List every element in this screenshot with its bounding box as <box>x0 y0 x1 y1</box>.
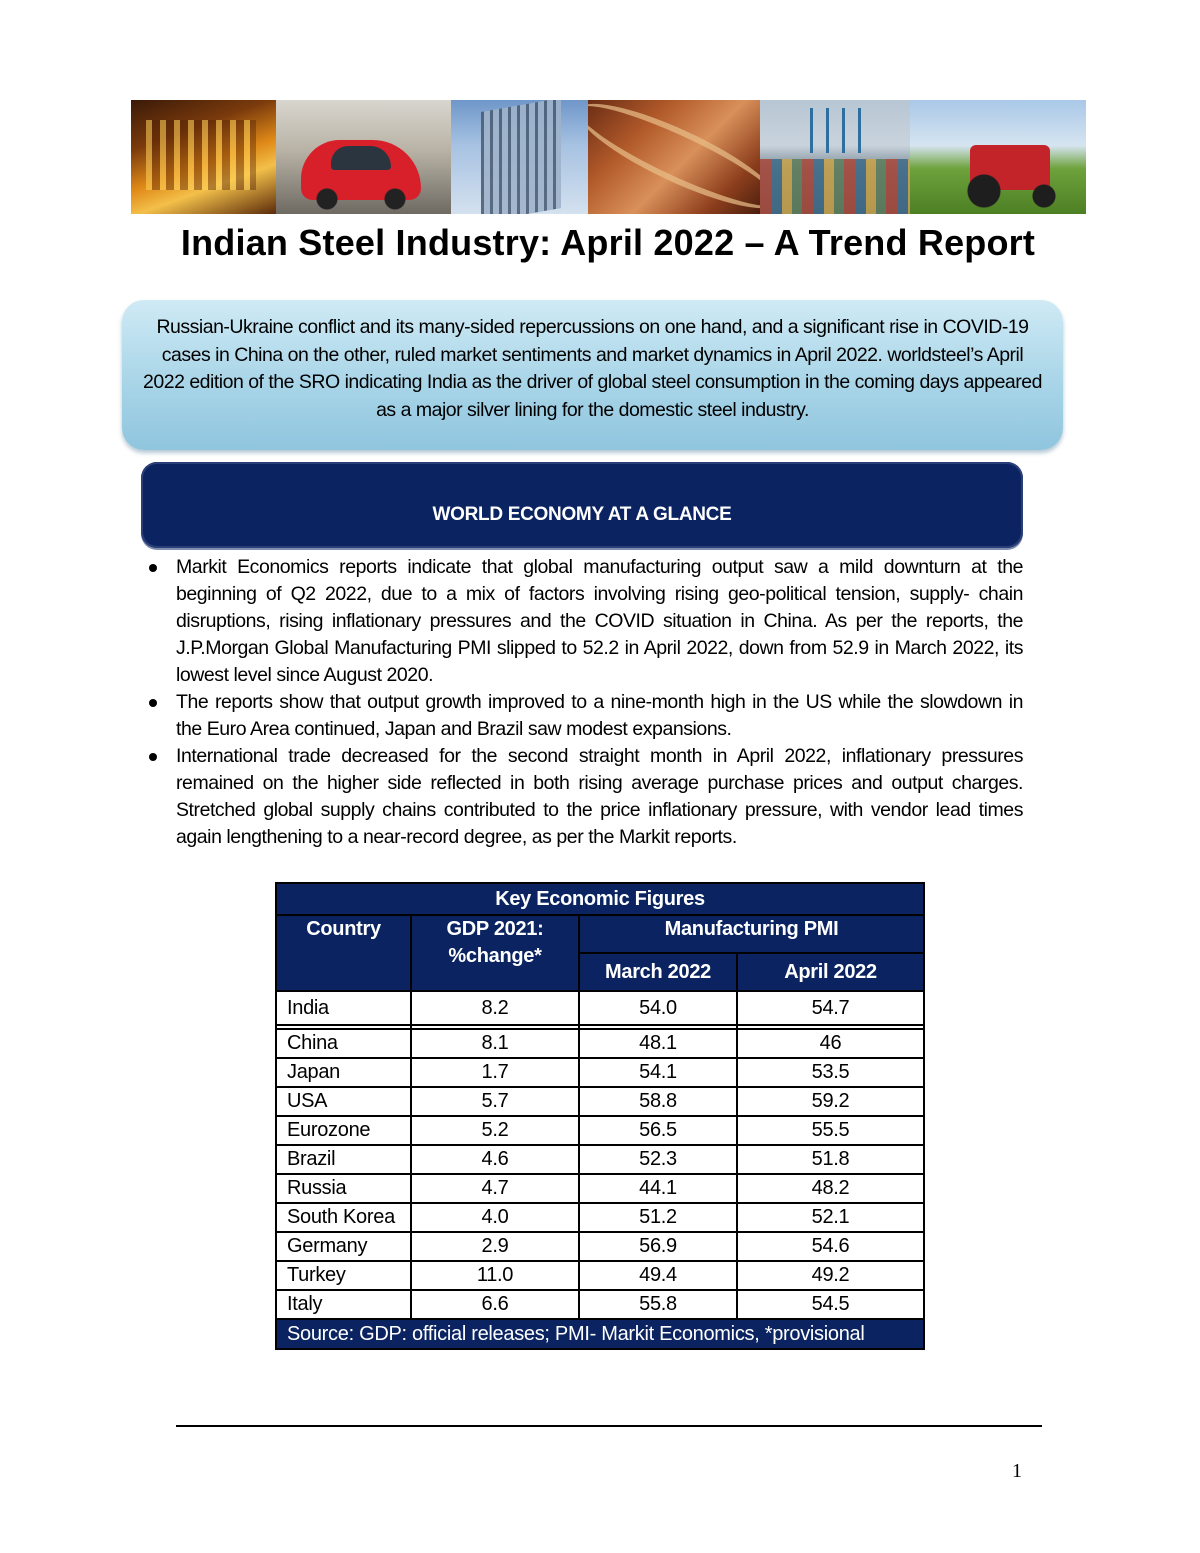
cell-april: 52.1 <box>737 1203 924 1232</box>
cell-gdp: 4.7 <box>411 1174 579 1203</box>
col-header-country: Country <box>276 915 411 991</box>
section-heading-box <box>141 462 1023 548</box>
cell-country: Russia <box>276 1174 411 1203</box>
col-header-march: March 2022 <box>579 953 737 991</box>
cell-march: 48.1 <box>579 1029 737 1058</box>
cell-gdp: 4.6 <box>411 1145 579 1174</box>
cell-april: 59.2 <box>737 1087 924 1116</box>
cell-march: 54.0 <box>579 991 737 1025</box>
cell-country: Brazil <box>276 1145 411 1174</box>
table-source-row <box>276 1319 924 1349</box>
col-header-april: April 2022 <box>737 953 924 991</box>
table-row <box>276 1058 924 1087</box>
cell-country: Turkey <box>276 1261 411 1290</box>
building-photo <box>451 100 588 214</box>
col-header-gdp: GDP 2021: %change* <box>411 915 579 991</box>
cell-march: 56.9 <box>579 1232 737 1261</box>
bullet-list <box>176 554 1023 851</box>
cell-country: Japan <box>276 1058 411 1087</box>
cell-march: 44.1 <box>579 1174 737 1203</box>
cell-gdp: 11.0 <box>411 1261 579 1290</box>
cell-april: 55.5 <box>737 1116 924 1145</box>
header-photo-banner <box>131 100 1086 214</box>
intro-box <box>122 300 1063 450</box>
col-header-pmi: Manufacturing PMI <box>579 915 924 953</box>
cell-gdp: 1.7 <box>411 1058 579 1087</box>
cell-march: 55.8 <box>579 1290 737 1319</box>
cell-gdp: 5.7 <box>411 1087 579 1116</box>
table-row <box>276 1029 924 1058</box>
mine-photo <box>588 100 760 214</box>
cell-march: 52.3 <box>579 1145 737 1174</box>
section-heading: WORLD ECONOMY AT A GLANCE <box>432 504 732 525</box>
cell-gdp: 8.1 <box>411 1029 579 1058</box>
cell-march: 49.4 <box>579 1261 737 1290</box>
report-title: Indian Steel Industry: April 2022 – A Trend Report <box>180 222 1036 263</box>
cell-country: Italy <box>276 1290 411 1319</box>
port-photo <box>760 100 910 214</box>
table-row <box>276 1174 924 1203</box>
cell-april: 48.2 <box>737 1174 924 1203</box>
cell-country: South Korea <box>276 1203 411 1232</box>
cell-gdp: 4.0 <box>411 1203 579 1232</box>
cell-country: China <box>276 1029 411 1058</box>
table-row <box>276 991 924 1025</box>
car-photo <box>276 100 451 214</box>
cell-gdp: 8.2 <box>411 991 579 1025</box>
steel-mill-photo <box>131 100 276 214</box>
cell-march: 58.8 <box>579 1087 737 1116</box>
bullet-icon <box>149 753 157 761</box>
cell-country: India <box>276 991 411 1025</box>
cell-gdp: 6.6 <box>411 1290 579 1319</box>
cell-march: 51.2 <box>579 1203 737 1232</box>
tractor-photo <box>910 100 1086 214</box>
bullet-icon <box>149 564 157 572</box>
intro-text: Russian-Ukraine conflict and its many-sided repercussions on one hand, and a significant rise in COVID-19 cases in China on the other, ruled market sentiments and market dynamics in April 2022. worldsteel’s April 2022 edition of the SRO indicating India as the driver of global steel consumption in the coming days appeared as a major silver lining for the domestic steel industry. <box>143 316 1042 421</box>
cell-march: 54.1 <box>579 1058 737 1087</box>
cell-april: 54.5 <box>737 1290 924 1319</box>
cell-april: 54.7 <box>737 991 924 1025</box>
page-number: 1 <box>1012 1460 1022 1482</box>
cell-april: 54.6 <box>737 1232 924 1261</box>
cell-april: 49.2 <box>737 1261 924 1290</box>
table-row <box>276 1261 924 1290</box>
cell-march: 56.5 <box>579 1116 737 1145</box>
table-row <box>276 1145 924 1174</box>
key-economic-figures-table <box>275 882 925 1350</box>
table-row <box>276 1203 924 1232</box>
cell-april: 46 <box>737 1029 924 1058</box>
cell-gdp: 5.2 <box>411 1116 579 1145</box>
table-title: Key Economic Figures <box>276 883 924 915</box>
cell-country: Germany <box>276 1232 411 1261</box>
table-row <box>276 1232 924 1261</box>
bullet-item: The reports show that output growth improved to a nine-month high in the US while the slowdown in the Euro Area continued, Japan and Brazil saw modest expansions. <box>176 689 1023 743</box>
table-row <box>276 1087 924 1116</box>
bullet-item: International trade decreased for the second straight month in April 2022, inflationary pressures remained on the higher side reflected in both rising average purchase prices and output charges. Stretched global supply chains contributed to the price inflationary pressure, with vendor lead times again lengthening to a near-record degree, as per the Markit reports. <box>176 743 1023 851</box>
bullet-icon <box>149 699 157 707</box>
bullet-item: Markit Economics reports indicate that global manufacturing output saw a mild downturn at the beginning of Q2 2022, due to a mix of factors involving rising geo-political tension, supply- chain disruptions, rising inflationary pressures and the COVID situation in China. As per the reports, the J.P.Morgan Global Manufacturing PMI slipped to 52.2 in April 2022, down from 52.9 in March 2022, its lowest level since August 2020. <box>176 554 1023 689</box>
cell-april: 51.8 <box>737 1145 924 1174</box>
cell-country: USA <box>276 1087 411 1116</box>
cell-gdp: 2.9 <box>411 1232 579 1261</box>
cell-april: 53.5 <box>737 1058 924 1087</box>
table-row <box>276 1290 924 1319</box>
table-source-note: Source: GDP: official releases; PMI- Markit Economics, *provisional <box>276 1319 924 1349</box>
footer-divider <box>176 1425 1042 1427</box>
table-row <box>276 1116 924 1145</box>
cell-country: Eurozone <box>276 1116 411 1145</box>
